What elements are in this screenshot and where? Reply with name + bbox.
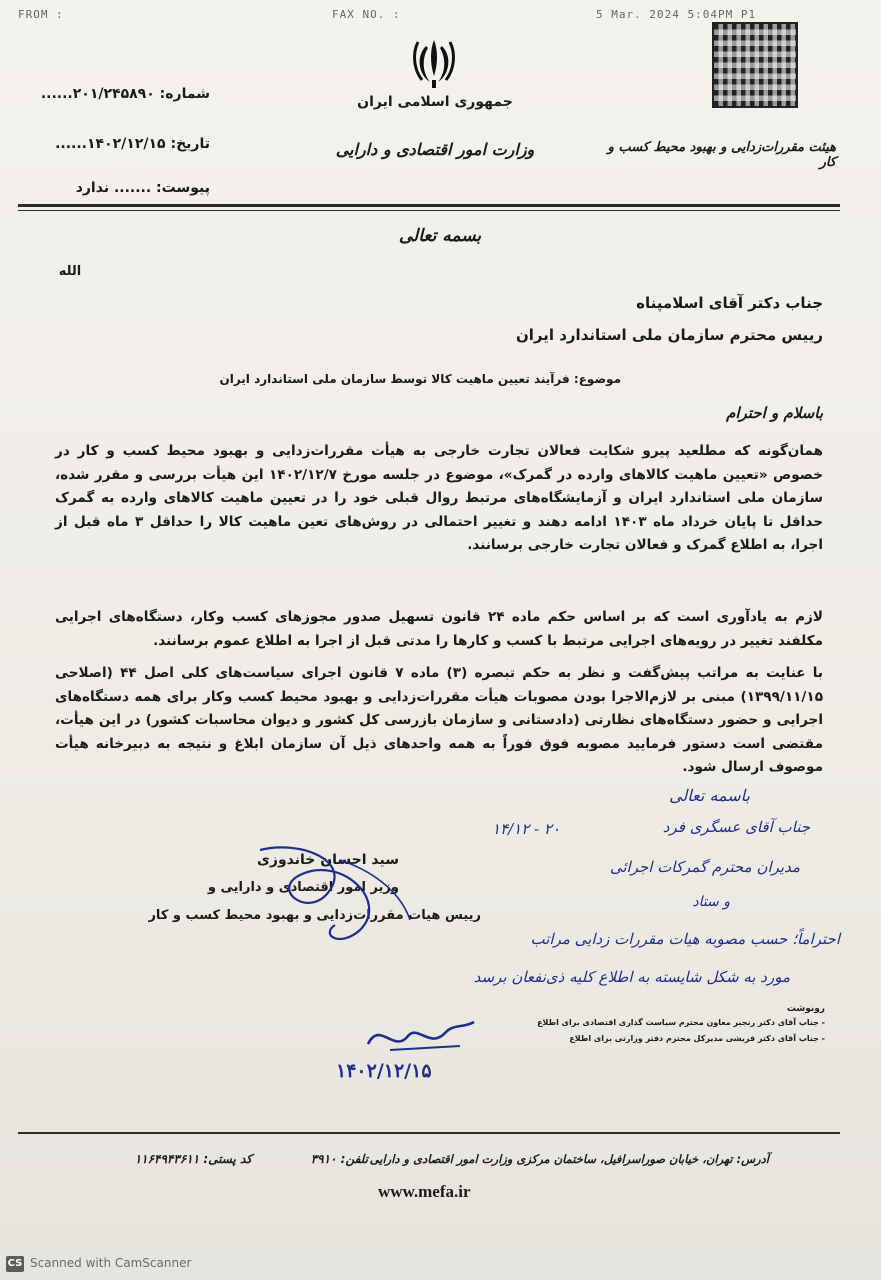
letter-subject: موضوع: فرآیند تعیین ماهیت کالا توسط سازمان ملی استاندارد ایران [219, 372, 621, 386]
cc-label: رونوشت [786, 1004, 825, 1014]
footer-website: www.mefa.ir [378, 1182, 471, 1201]
signer-title-1: وزیر امور اقتصادی و دارایی و [207, 880, 399, 895]
footer-postal-code: کد پستی: ۱۱۶۴۹۴۳۶۱۱ [134, 1152, 252, 1166]
handwritten-line-5: مورد به شکل شایسته به اطلاع کلیه ذی‌نفعان برسد [473, 968, 790, 986]
handwritten-line-4: احتراماً؛ حسب مصوبه هیات مقررات زدایی مراتب [530, 930, 840, 948]
header-divider [18, 204, 840, 207]
handwritten-line-1: جناب آقای عسگری فرد [662, 818, 810, 836]
deputy-signature-icon [360, 1010, 480, 1060]
ministry-title: وزارت امور اقتصادی و دارایی [335, 140, 535, 159]
recipient-title: رییس محترم سازمان ملی استاندارد ایران [515, 326, 823, 344]
handwritten-date: ۱۴۰۲/۱۲/۱۵ [336, 1060, 432, 1082]
paragraph-2: لازم به یادآوری است که بر اساس حکم ماده ۲۴ قانون تسهیل صدور مجوزهای کسب وکار، دستگاه‌های اجرایی مکلفند تغییر در رویه‌های اجرایی مرتبط با کسب و کارها را مدتی قبل از اجرا به اطلاع عموم برسانند. [55, 609, 823, 649]
fax-number: FAX NO. : [332, 8, 401, 21]
footer-divider [18, 1132, 840, 1134]
minister-signature-icon [240, 830, 430, 960]
qr-code [712, 22, 798, 108]
handwritten-bismillah: باسمه تعالی [669, 786, 750, 805]
iran-emblem-icon [408, 36, 460, 90]
handwritten-line-3: و ستاد [692, 894, 730, 910]
signer-title-2: رییس هیات مقررات‌زدایی و بهبود محیط کسب و کار [148, 908, 481, 923]
footer-phone: تلفن: ۳۹۱۰ [310, 1152, 368, 1166]
letter-number: شماره: ۲۰۱/۲۴۵۸۹۰...... [40, 86, 210, 102]
greeting: باسلام و احترام [726, 404, 823, 422]
footer-address: آدرس: تهران، خیابان صوراسرافیل، ساختمان مرکزی وزارت امور اقتصادی و دارایی [369, 1152, 769, 1166]
bismillah: بسمه تعالی [398, 226, 482, 246]
letter-attachment: پیوست: ....... ندارد [75, 180, 210, 196]
fax-from: FROM : [18, 8, 64, 21]
paragraph-3: با عنایت به مراتب پیش‌گفت و نظر به حکم تبصره (۳) ماده ۷ قانون اجرای سیاست‌های کلی اصل ۴۴ (اصلاحی ۱۳۹۹/۱۱/۱۵) مبنی بر لازم‌الاجرا بودن مصوبات هیأت مقررات‌زدایی و بهبود محیط کسب وکار برای همه دستگاه‌های اجرایی و حضور دستگاه‌های نظارتی (دادستانی و سازمان بازرسی کل کشور و دیوان محاسبات کشور) در این هیأت، مقتضی است دستور فرمایید مصوبه فوق فوراً به همه واحدهای ذیل آن سازمان ابلاغ و نتیجه به دبیرخانه هیأت موصوف ارسال شود. [55, 665, 823, 775]
cc-line-2: - جناب آقای دکتر قریشی مدیرکل محترم دفتر وزارتی برای اطلاع [569, 1034, 825, 1043]
recipient-name: جناب دکتر آقای اسلامپناه [636, 294, 823, 312]
republic-title: جمهوری اسلامی ایران [357, 94, 513, 110]
paragraph-1: همان‌گونه که مطلعید پیرو شکایت فعالان تجارت خارجی به هیأت مقررات‌زدایی و بهبود محیط کسب و کار در خصوص «تعیین ماهیت کالاهای وارده در گمرک»، موضوع در جلسه مورخ ۱۴۰۲/۱۲/۷ این هیأت بررسی و مقرر شده، سازمان ملی استاندارد ایران و آزمایشگاه‌های مرتبط روال قبلی خود را در تعیین ماهیت کالاهای وارده به گمرک حداقل تا پایان خرداد ماه ۱۴۰۳ ادامه دهند و تغییر احتمالی در روش‌های تعین ماهیت کالا را حداقل ۳ ماه قبل از اجرا، به اطلاع گمرک و فعالان تجارت خارجی برسانند. [55, 443, 823, 553]
fax-datetime: 5 Mar. 2024 5:04PM P1 [596, 8, 757, 21]
header-divider-thin [18, 210, 840, 211]
scanner-watermark [0, 1248, 881, 1280]
handwritten-margin-date: ۱۴/۱۲ - ۲۰ [492, 820, 560, 838]
letter-date: تاریخ: ۱۴۰۲/۱۲/۱۵...... [55, 136, 210, 152]
scanner-text: Scanned with CamScanner [30, 1256, 192, 1270]
signer-name: سید احسان خاندوزی [257, 852, 399, 868]
cc-line-1: - جناب آقای دکتر رنجبر معاون محترم سیاست گذاری اقتصادی برای اطلاع [537, 1018, 825, 1027]
board-title: هیئت مقررات‌زدایی و بهبود محیط کسب و کار [607, 140, 836, 170]
allah-heading: الله [58, 264, 82, 279]
handwritten-line-2: مدیران محترم گمرکات اجرائی [609, 858, 800, 876]
camscanner-logo-icon: CS [6, 1256, 24, 1272]
